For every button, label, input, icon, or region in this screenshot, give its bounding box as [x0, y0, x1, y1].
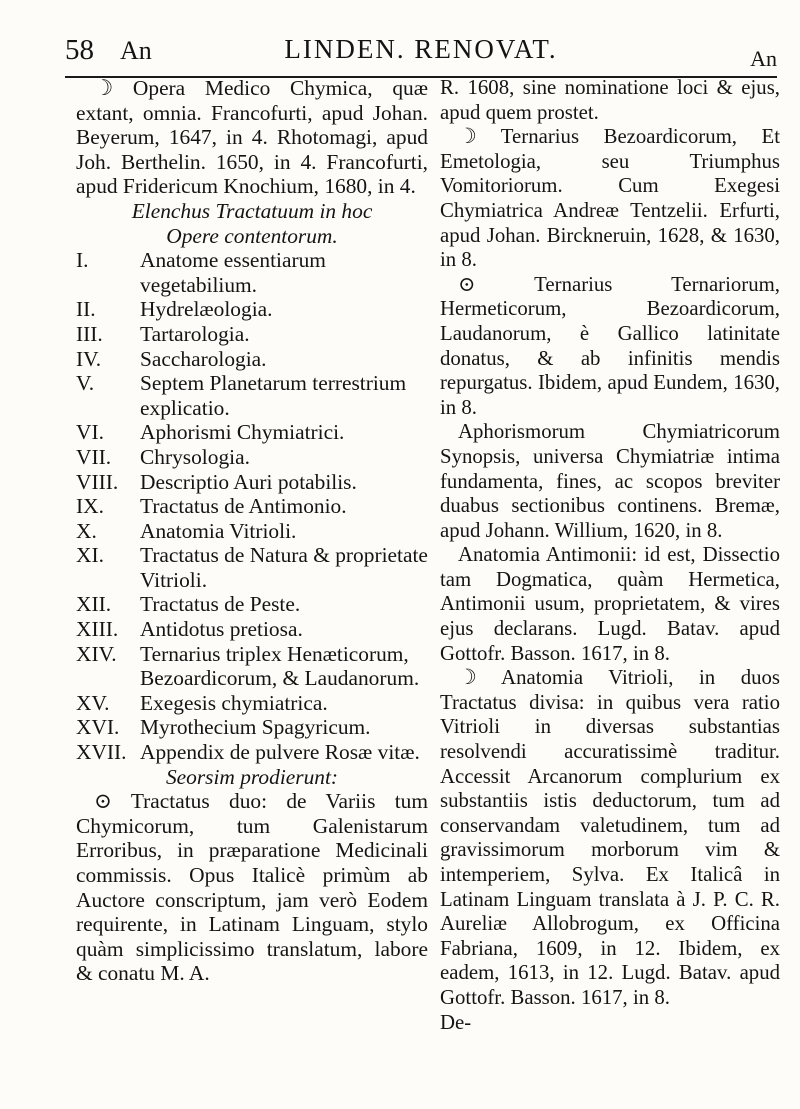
anatomia-vitrioli-entry: ☽ Anatomia Vitrioli, in duos Tractatus divisa: in quibus vera ratio Vitrioli in diversas substantias resolvendi accuratissimè traditur. Accessit Arcanorum complurium ex substantiis istis deductorum, tum ad conservandam valetudinem, tum ad gravissimorum morborum vim & intemperiem, Sylva. Ex Italicâ in Latinam Linguam translata à J. P. C. R. Aureliæ Allobrogum, ex Officina Fabriana, 1609, in 12. Ibidem, ex eadem, 1613, in 12. Lugd. Batav. apud Gottofr. Basson. 1617, in 8.	[440, 666, 780, 1009]
toc-item	[76, 297, 428, 322]
ternarius-bezoardicorum-entry: ☽ Ternarius Bezoardicorum, Et Emetologia, seu Triumphus Vomitoriorum. Cum Exegesi Chymiatrica Andreæ Tentzelii. Erfurti, apud Johan. Birckneruin, 1628, & 1630, in 8.	[440, 125, 780, 272]
toc-title: Tractatus de Peste.	[140, 592, 301, 617]
toc-item	[76, 248, 428, 297]
continued-entry: R. 1608, sine nominatione loci & ejus, apud quem prostet.	[440, 76, 780, 124]
anatomia-antimonii-entry: Anatomia Antimonii: id est, Dissectio tam Dogmatica, quàm Hermetica, Antimonii usum, proprietatem, & vires ejus declarans. Lugd. Batav. apud Gottofr. Basson. 1617, in 8.	[440, 543, 780, 665]
toc-number: XI.	[76, 543, 104, 568]
toc-number: IX.	[76, 494, 104, 519]
toc-item	[76, 592, 428, 617]
toc-title: Tractatus de Antimonio.	[140, 494, 347, 519]
toc-item	[76, 470, 428, 495]
toc-title: Anatome essentiarum vegetabilium.	[140, 248, 326, 297]
elenchus-heading-line2: Opere contentorum.	[166, 223, 338, 248]
toc-title: Chrysologia.	[140, 444, 250, 469]
toc-title: Descriptio Auri potabilis.	[140, 469, 357, 494]
toc-number: XVII.	[76, 740, 127, 765]
toc-number: III.	[76, 321, 103, 346]
toc-title: Aphorismi Chymiatrici.	[140, 420, 345, 445]
toc-item	[76, 347, 428, 372]
toc-item	[76, 445, 428, 470]
tractatus-duo-entry: ⊙ Tractatus duo: de Variis tum Chymicorum, tum Galenistarum Erroribus, in præparatione Medicinali commissis. Opus Italicè primùm ab Auctore conscriptum, jam verò Eodem requirente, in Latinam Linguam, stylo quàm simplicissimo translatum, labore & conatu M. A.	[76, 789, 428, 986]
toc-title: Antidotus pretiosa.	[140, 617, 303, 642]
toc-title: Exegesis chymiatrica.	[140, 690, 328, 715]
toc-item	[76, 420, 428, 445]
toc-item	[76, 691, 428, 716]
aphorismorum-entry: Aphorismorum Chymiatricorum Synopsis, universa Chymiatriæ intima fundamenta, fines, ac scopos breviter duabus sectionibus continens. Bremæ, apud Johann. Willium, 1620, in 8.	[440, 420, 780, 542]
toc-number: VIII.	[76, 469, 119, 494]
ternarius-ternariorum-entry: ⊙ Ternarius Ternariorum, Hermeticorum, Bezoardicorum, Laudanorum, è Gallico latinitate donatus, & ab infinitis mendis repurgatus. Ibidem, apud Eundem, 1630, in 8.	[440, 272, 780, 419]
toc-title: Hydrelæologia.	[140, 297, 273, 322]
toc-item	[76, 519, 428, 544]
toc-item	[76, 494, 428, 519]
toc-number: VII.	[76, 444, 112, 469]
toc-number: XIV.	[76, 641, 117, 666]
toc-number: X.	[76, 518, 97, 543]
toc-title: Tartarologia.	[140, 321, 250, 346]
toc-title: Saccharologia.	[140, 346, 267, 371]
toc-item	[76, 371, 428, 420]
toc-number: XVI.	[76, 715, 120, 740]
toc-title: Septem Planetarum terrestrium explicatio.	[140, 371, 407, 420]
toc-number: XIII.	[76, 617, 119, 642]
toc-number: I.	[76, 248, 89, 273]
toc-title: Anatomia Vitrioli.	[140, 518, 297, 543]
toc-item	[76, 642, 428, 691]
toc-item	[76, 715, 428, 740]
running-head-right-word: An	[750, 46, 777, 71]
toc-number: II.	[76, 297, 96, 322]
toc-title: Appendix de pulvere Rosæ vitæ.	[140, 740, 420, 765]
toc-item	[76, 740, 428, 765]
toc-number: XII.	[76, 592, 112, 617]
running-head-left-word: An	[120, 36, 152, 65]
toc-item	[76, 322, 428, 347]
toc-title: Tractatus de Natura & proprietate Vitrioli.	[140, 543, 428, 592]
toc-item	[76, 543, 428, 592]
toc-number: XV.	[76, 690, 110, 715]
left-column	[76, 76, 428, 986]
page-number: 58	[65, 34, 94, 66]
toc-title: Ternarius triplex Henæticorum, Bezoardicorum, & Laudanorum.	[140, 641, 420, 691]
seorsim-heading: Seorsim prodierunt:	[165, 764, 339, 789]
toc-number: VI.	[76, 420, 104, 445]
toc-title: Myrothecium Spagyricum.	[140, 715, 371, 740]
toc-number: V.	[76, 371, 95, 396]
elenchus-heading-line1: Elenchus Tractatuum in hoc	[131, 198, 373, 223]
running-title: LINDEN. RENOVAT.	[284, 34, 558, 64]
opera-medico-chymica-entry: ☽ Opera Medico Chymica, quæ extant, omnia. Francofurti, apud Johan. Beyerum, 1647, in 4. Rhotomagi, apud Joh. Berthelin. 1650, in 4. Francofurti, apud Fridericum Knochium, 1680, in 4.	[76, 76, 428, 199]
running-header	[65, 32, 777, 78]
right-column	[440, 76, 780, 1035]
catchword: De-	[440, 1010, 472, 1034]
table-of-contents	[76, 248, 428, 764]
toc-number: IV.	[76, 346, 102, 371]
toc-item	[76, 617, 428, 642]
